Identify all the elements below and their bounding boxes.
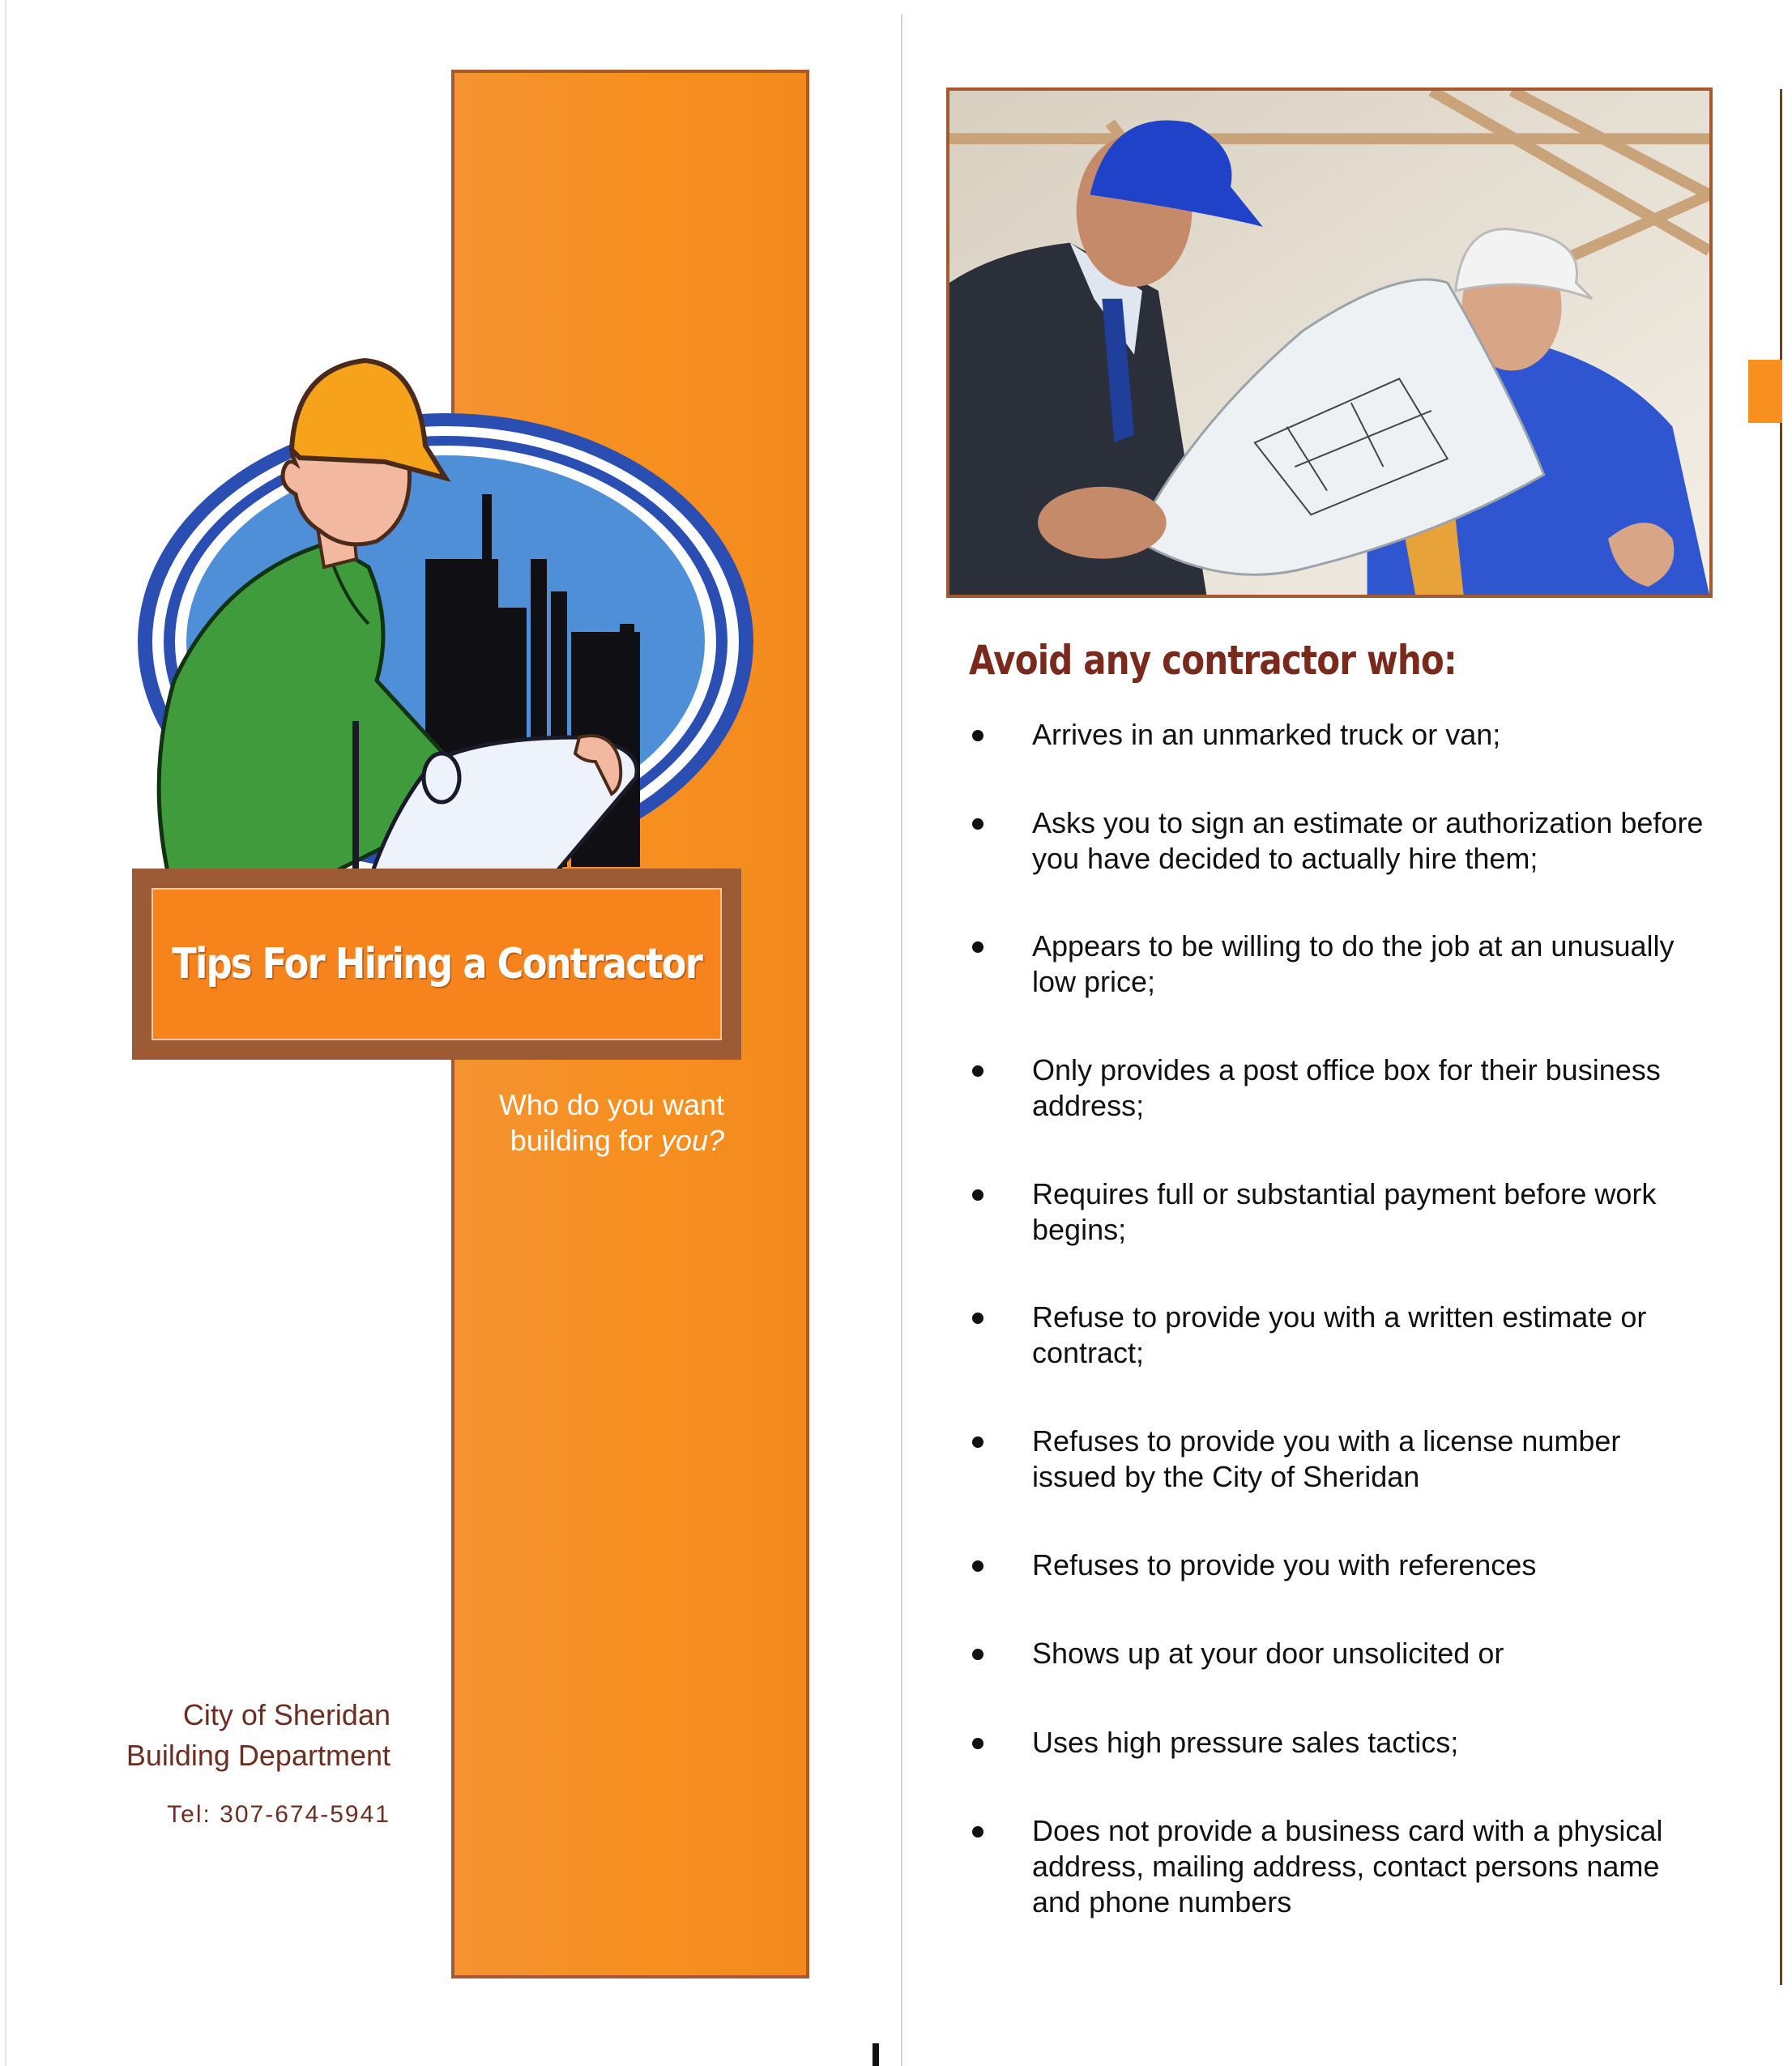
bullet-icon xyxy=(972,1560,983,1572)
department-name: Building Department xyxy=(126,1739,390,1772)
department-city: City of Sheridan xyxy=(182,1698,390,1731)
list-item-text: Only provides a post office box for their business address; xyxy=(1032,1053,1661,1122)
bullet-icon xyxy=(972,1436,983,1448)
avoid-heading: Avoid any contractor who: xyxy=(969,637,1457,684)
list-item-text: Refuses to provide you with a license number issued by the City of Sheridan xyxy=(1032,1424,1621,1493)
list-item-text: Refuses to provide you with references xyxy=(1032,1548,1537,1582)
bullet-icon xyxy=(972,818,983,830)
list-item-text: Does not provide a business card with a physical address, mailing address, contact persons name and phone numbers xyxy=(1032,1814,1663,1919)
bullet-icon xyxy=(972,1313,983,1324)
bullet-icon xyxy=(972,1189,983,1201)
next-panel-tab xyxy=(1748,360,1782,423)
department-phone: Tel: 307-674-5941 xyxy=(167,1801,390,1828)
bullet-icon xyxy=(972,1826,983,1838)
bullet-icon xyxy=(972,1649,983,1660)
tagline-prefix: building for xyxy=(510,1124,661,1157)
tagline-emphasis: you? xyxy=(660,1124,724,1157)
list-item-text: Appears to be willing to do the job at an unusually low price; xyxy=(1032,929,1675,998)
list-item-text: Shows up at your door unsolicited or xyxy=(1032,1637,1504,1670)
list-item-text: Refuse to provide you with a written estimate or contract; xyxy=(1032,1300,1647,1369)
tagline xyxy=(454,1087,724,1159)
contractor-illustration xyxy=(126,356,766,883)
bullet-icon xyxy=(972,730,983,741)
tagline-line-1: Who do you want xyxy=(498,1088,724,1121)
list-item-text: Requires full or substantial payment before work begins; xyxy=(1032,1177,1657,1246)
list-item-text: Arrives in an unmarked truck or van; xyxy=(1032,718,1501,751)
tagline-line-2 xyxy=(454,1123,724,1159)
bullet-icon xyxy=(972,941,983,953)
page-edge xyxy=(5,0,6,2066)
title-inner-panel xyxy=(151,888,722,1040)
bullet-icon xyxy=(972,1738,983,1749)
fold-line xyxy=(901,15,902,2066)
list-item-text: Asks you to sign an estimate or authorization before you have decided to actually hire them; xyxy=(1032,806,1704,875)
engineers-photo xyxy=(946,88,1713,598)
bullet-icon xyxy=(972,1065,983,1077)
brochure-title: Tips For Hiring a Contractor xyxy=(172,940,702,988)
list-item-text: Uses high pressure sales tactics; xyxy=(1032,1726,1459,1759)
title-box xyxy=(132,869,741,1060)
fold-mark xyxy=(873,2043,879,2066)
